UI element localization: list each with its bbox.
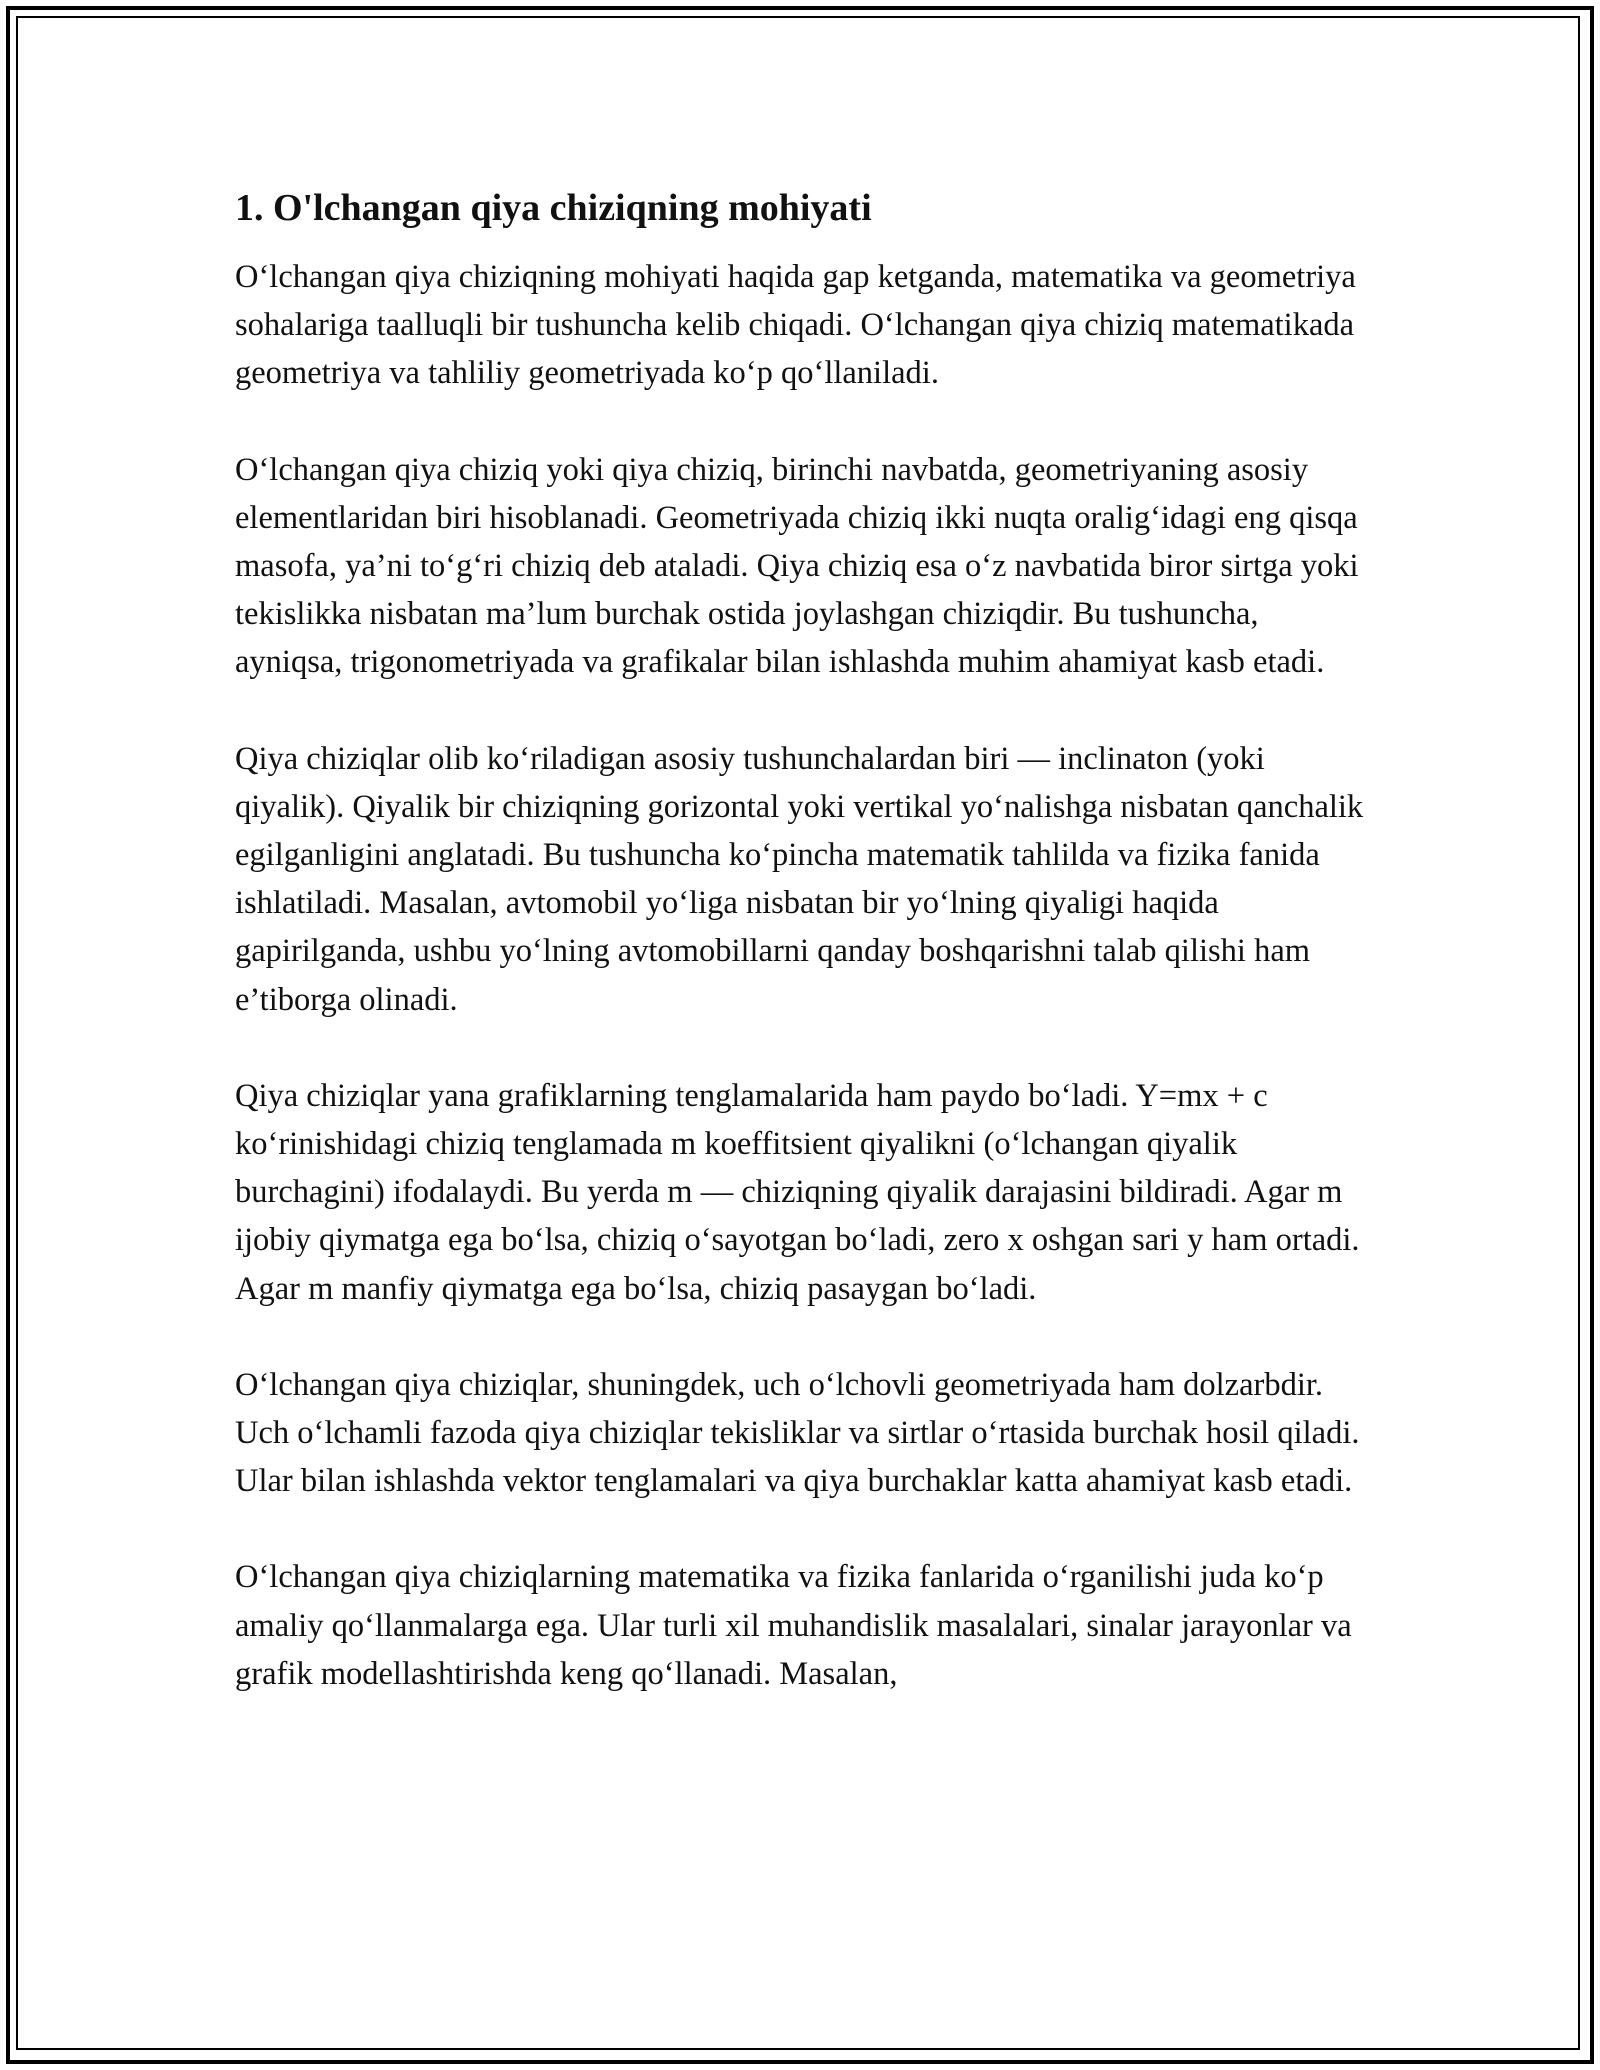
paragraph-3: Qiya chiziqlar olib ko‘riladigan asosiy tushunchalardan biri — inclinaton (yoki qiyalik). Qiyalik bir chiziqning gorizontal yoki vertikal yo‘nalishga nisbatan qanchalik egilganligini anglatadi. Bu tushuncha ko‘pincha matematik tahlilda va fizika fanida ishlatiladi. Masalan, avtomobil yo‘liga nisbatan bir yo‘lning qiyaligi haqida gapirilganda, ushbu yo‘lning avtomobillarni qanday boshqarishni talab qilishi ham e’tiborga olinadi. [235, 740, 1364, 1018]
section-heading: 1. O'lchangan qiya chiziqning mohiyati [235, 187, 872, 229]
paragraph-5: O‘lchangan qiya chiziqlar, shuningdek, uch o‘lchovli geometriyada ham dolzarbdir. Uch o‘lchamli fazoda qiya chiziqlar tekisliklar va sirtlar o‘rtasida burchak hosil qiladi. Ular bilan ishlashda vektor tenglamalari va qiya burchaklar katta ahamiyat kasb etadi. [235, 1366, 1360, 1500]
paragraph-1: O‘lchangan qiya chiziqning mohiyati haqida gap ketganda, matematika va geometriya sohalariga taalluqli bir tushuncha kelib chiqadi. O‘lchangan qiya chiziq matematikada geometriya va tahliliy geometriyada ko‘p qo‘llaniladi. [235, 259, 1356, 392]
paragraph-2: O‘lchangan qiya chiziq yoki qiya chiziq, birinchi navbatda, geometriyaning asosiy elementlaridan biri hisoblanadi. Geometriyada chiziq ikki nuqta oralig‘idagi eng qisqa masofa, ya’ni to‘g‘ri chiziq deb ataladi. Qiya chiziq esa o‘z navbatida biror sirtga yoki tekislikka nisbatan ma’lum burchak ostida joylashgan chiziqdir. Bu tushuncha, ayniqsa, trigonometriyada va grafikalar bilan ishlashda muhim ahamiyat kasb etadi. [235, 451, 1359, 681]
paragraph-6: O‘lchangan qiya chiziqlarning matematika va fizika fanlarida o‘rganilishi juda ko‘p amaliy qo‘llanmalarga ega. Ular turli xil muhandislik masalalari, sinalar jarayonlar va grafik modellashtirishda keng qo‘llanadi. Masalan, [235, 1559, 1352, 1692]
document-body [235, 185, 1370, 1746]
paragraph-4: Qiya chiziqlar yana grafiklarning tenglamalarida ham paydo bo‘ladi. Y=mx + c ko‘rinishidagi chiziq tenglamada m koeffitsient qiyalikni (o‘lchangan qiyalik burchagini) ifodalaydi. Bu yerda m — chiziqning qiyalik darajasini bildiradi. Agar m ijobiy qiymatga ega bo‘lsa, chiziq o‘sayotgan bo‘ladi, zero x oshgan sari y ham ortadi. Agar m manfiy qiymatga ega bo‘lsa, chiziq pasaygan bo‘ladi. [235, 1077, 1360, 1307]
